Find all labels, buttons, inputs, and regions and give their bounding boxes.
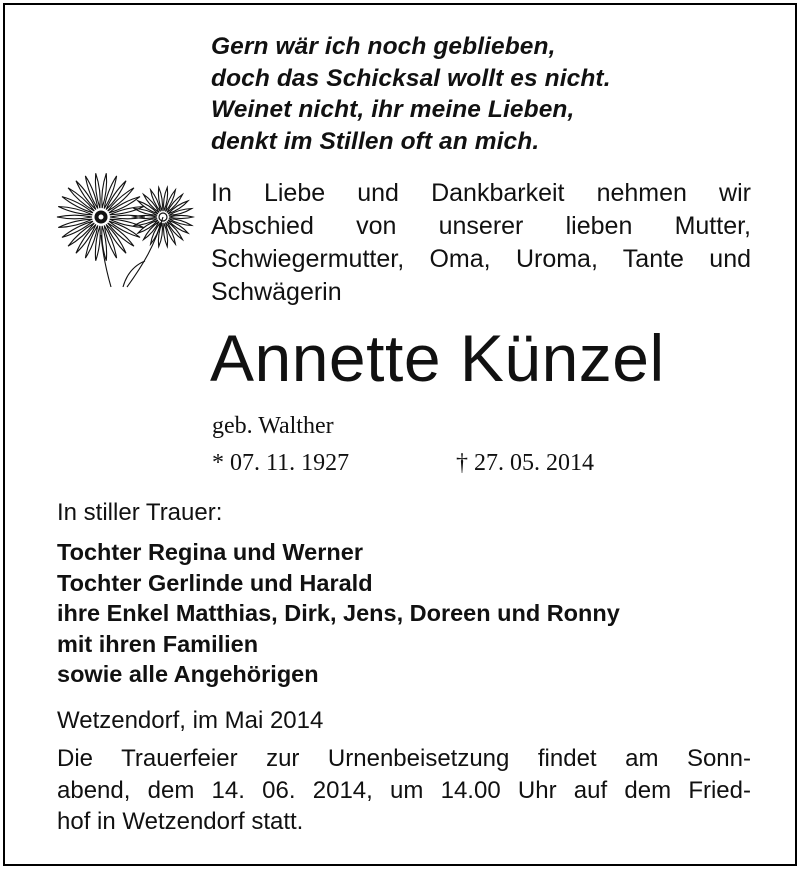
poem-line: doch das Schicksal wollt es nicht. [211,64,611,92]
funeral-line: abend, dem 14. 06. 2014, um 14.00 Uhr auf dem Fried- [57,776,751,804]
funeral-line: Die Trauerfeier zur Urnenbeisetzung findet am Sonn- [57,745,751,772]
flower-petal [164,223,168,247]
poem-line: denkt im Stillen oft an mich. [211,127,540,155]
flower-petal [102,173,107,208]
birth-date: * 07. 11. 1927 [212,450,350,476]
intro-line: Schwägerin [211,278,342,306]
flower-petal [169,215,193,218]
flower-icon [45,165,195,289]
mourners-label: In stiller Trauer: [57,499,223,526]
intro-line: Abschied von unserer lieben Mutter, [211,212,751,240]
mourner-line: Tochter Regina und Werner [57,539,363,565]
flower-petal [95,173,100,208]
mourners-list [57,537,620,690]
flower-petal [164,187,168,211]
deceased-name: Annette Künzel [210,321,665,395]
poem-line: Weinet nicht, ihr meine Lieben, [211,96,575,123]
funeral-line: hof in Wetzendorf statt. [57,808,304,835]
place-date: Wetzendorf, im Mai 2014 [57,707,324,734]
mourner-line: mit ihren Familien [57,630,259,657]
flower-petal [158,223,162,247]
intro-line: Schwiegermutter, Oma, Uroma, Tante und [211,245,751,273]
poem [211,31,611,157]
poem-line: Gern wär ich noch geblieben, [211,33,556,60]
funeral-info [57,743,751,838]
flower-petal [110,215,145,219]
flower-petal [57,215,92,219]
life-dates [212,449,652,477]
flower-petal [158,187,162,211]
flower-petal [102,226,107,261]
obituary-notice [3,3,797,866]
maiden-name: geb. Walther [212,413,334,439]
mourner-line: sowie alle Angehörigen [57,661,319,688]
intro-text [211,177,751,309]
death-date: † 27. 05. 2014 [456,450,594,476]
flower-petal [95,226,100,261]
mourner-line: Tochter Gerlinde und Harald [57,569,373,596]
mourner-line: ihre Enkel Matthias, Dirk, Jens, Doreen und Ronny [57,600,620,627]
intro-line: In Liebe und Dankbarkeit nehmen wir [211,179,751,207]
